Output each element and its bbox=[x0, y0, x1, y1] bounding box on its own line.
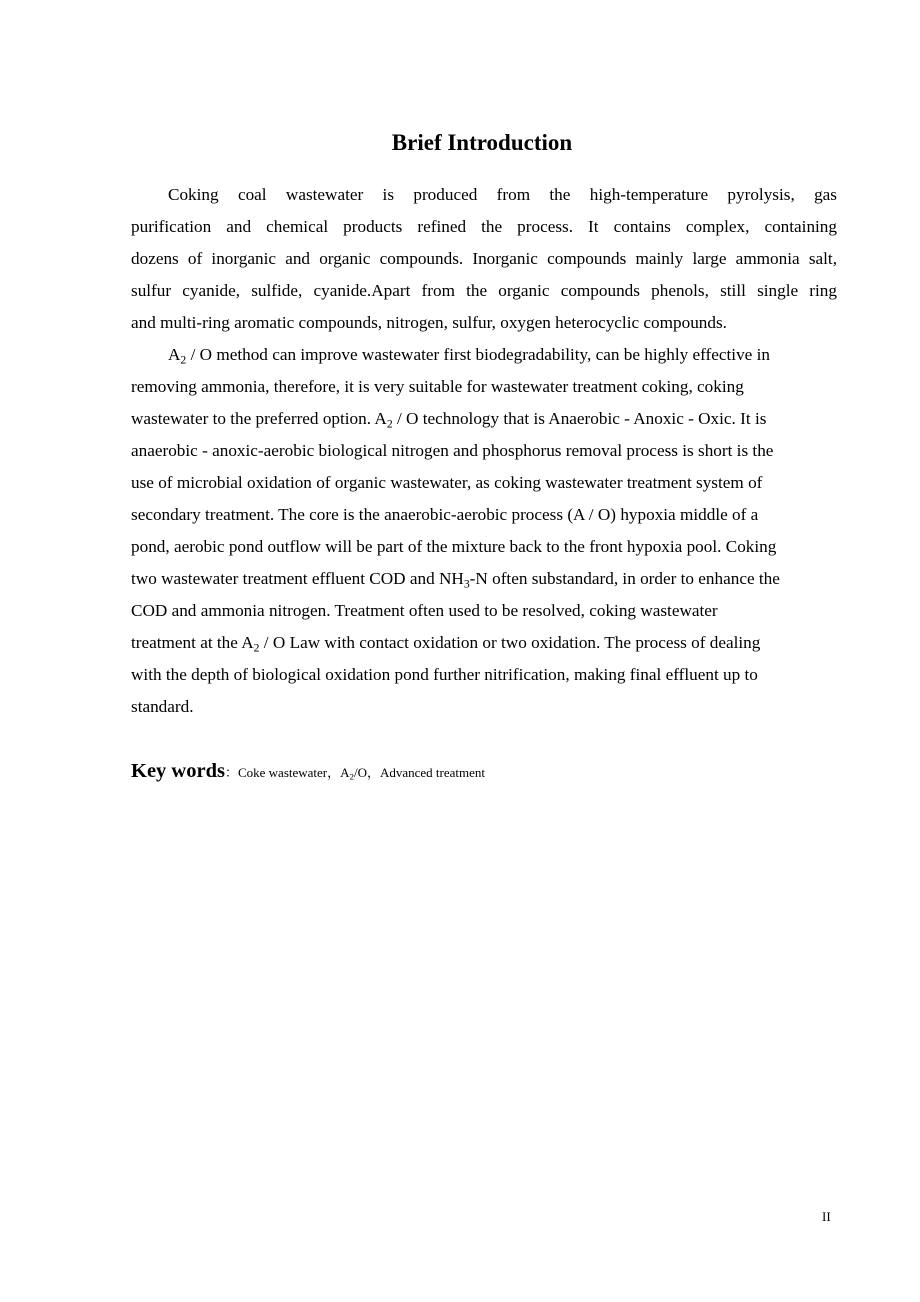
text-run: A bbox=[340, 765, 350, 780]
subscript: 2 bbox=[349, 771, 354, 782]
text-line bbox=[131, 627, 837, 659]
keyword-separator: ， bbox=[366, 765, 380, 780]
subscript: 2 bbox=[180, 353, 187, 367]
keywords-colon: ： bbox=[224, 765, 238, 780]
subscript: 3 bbox=[463, 577, 470, 591]
text-line: dozens of inorganic and organic compounds. Inorganic compounds mainly large ammonia salt, bbox=[131, 249, 837, 268]
keyword-3: Advanced treatment bbox=[379, 765, 486, 780]
page-title: Brief Introduction bbox=[391, 130, 573, 155]
text-line: Coking coal wastewater is produced from the high-temperature pyrolysis, gas bbox=[168, 185, 837, 204]
text-run: A bbox=[168, 345, 181, 364]
text-run: -N often substandard, in order to enhance the bbox=[469, 569, 780, 588]
keyword-separator: ， bbox=[327, 765, 341, 780]
text-line: purification and chemical products refined the process. It contains complex, containing bbox=[131, 217, 837, 236]
keywords-line bbox=[131, 760, 485, 783]
text-run: / O method can improve wastewater first biodegradability, can be highly effective in bbox=[186, 345, 770, 364]
text-line: sulfur cyanide, sulfide, cyanide.Apart from the organic compounds phenols, still single ring bbox=[131, 281, 837, 300]
text-run: wastewater to the preferred option. A bbox=[131, 409, 387, 428]
paragraph-1 bbox=[131, 179, 837, 339]
text-run: / O technology that is Anaerobic - Anoxic - Oxic. It is bbox=[392, 409, 767, 428]
text-line: secondary treatment. The core is the anaerobic-aerobic process (A / O) hypoxia middle of a bbox=[131, 505, 759, 524]
text-line: with the depth of biological oxidation pond further nitrification, making final effluent up to bbox=[131, 665, 758, 684]
text-line bbox=[131, 563, 837, 595]
text-run: treatment at the A bbox=[131, 633, 254, 652]
text-run: / O Law with contact oxidation or two oxidation. The process of dealing bbox=[259, 633, 761, 652]
keyword-2 bbox=[340, 765, 367, 780]
text-line: pond, aerobic pond outflow will be part of the mixture back to the front hypoxia pool. Coking bbox=[131, 537, 777, 556]
text-line bbox=[131, 403, 837, 435]
page-number: II bbox=[822, 1209, 831, 1224]
keywords-label: Key words bbox=[131, 760, 225, 782]
text-line bbox=[131, 339, 837, 371]
text-line: and multi-ring aromatic compounds, nitrogen, sulfur, oxygen heterocyclic compounds. bbox=[131, 313, 727, 332]
text-line: anaerobic - anoxic-aerobic biological nitrogen and phosphorus removal process is short is the bbox=[131, 441, 774, 460]
subscript: 2 bbox=[253, 641, 260, 655]
text-line: COD and ammonia nitrogen. Treatment often used to be resolved, coking wastewater bbox=[131, 601, 718, 620]
subscript: 2 bbox=[386, 417, 393, 431]
text-line: use of microbial oxidation of organic wastewater, as coking wastewater treatment system of bbox=[131, 473, 763, 492]
paragraph-2 bbox=[131, 339, 837, 723]
text-run: two wastewater treatment effluent COD and NH bbox=[131, 569, 464, 588]
text-line: standard. bbox=[131, 697, 194, 716]
keyword-1: Coke wastewater bbox=[237, 765, 328, 780]
text-line: removing ammonia, therefore, it is very suitable for wastewater treatment coking, coking bbox=[131, 377, 744, 396]
abstract-body bbox=[131, 179, 837, 723]
text-run: /O bbox=[353, 765, 367, 780]
